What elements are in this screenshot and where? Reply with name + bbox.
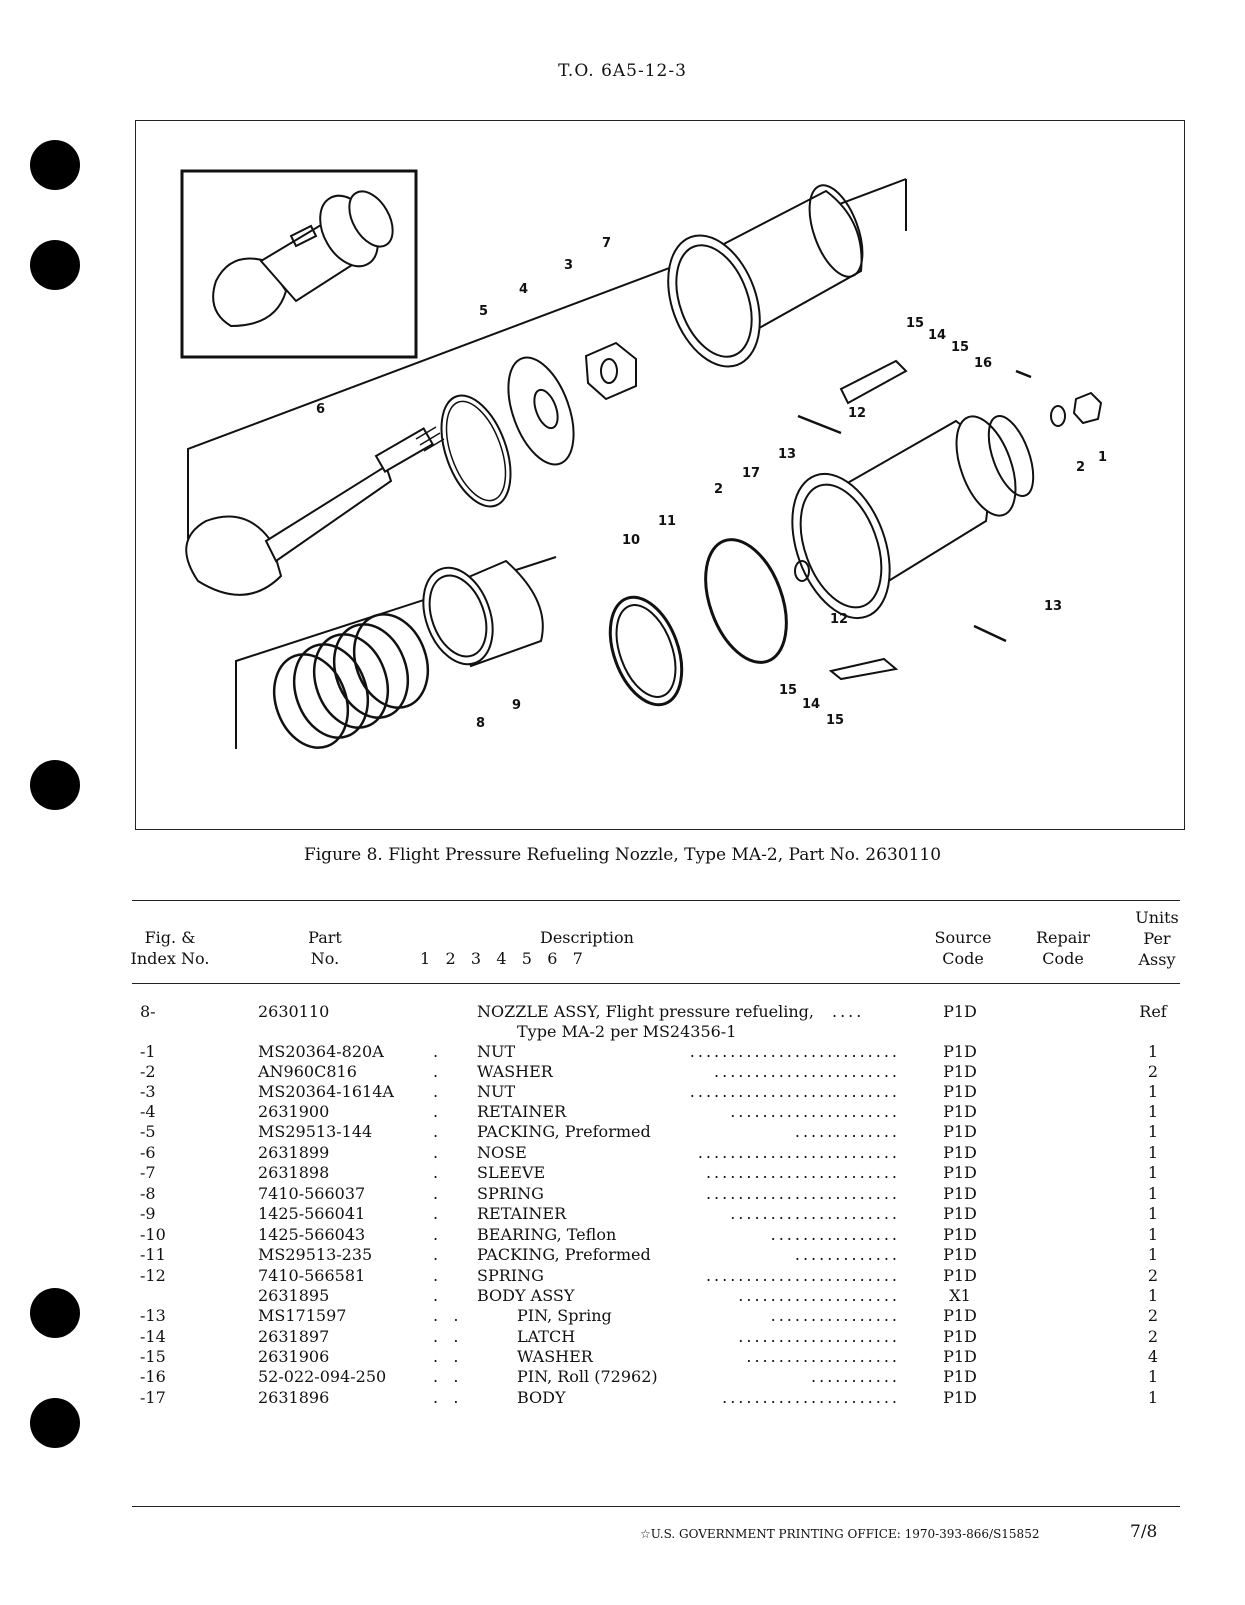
table-row xyxy=(0,1022,1245,1042)
part-number-cell: 1425-566041 xyxy=(258,1204,366,1223)
source-code-cell: P1D xyxy=(943,1102,977,1121)
callout-label: 3 xyxy=(564,258,574,273)
exploded-view-drawing xyxy=(136,121,1184,829)
part-washer xyxy=(1051,406,1065,426)
page-number: 7/8 xyxy=(1130,1522,1158,1542)
header-text: Part xyxy=(308,928,342,947)
units-per-assy-cell: 1 xyxy=(1147,1225,1159,1244)
part-number-cell: 2631898 xyxy=(258,1163,330,1182)
dot-leader: ........................ xyxy=(705,1163,900,1182)
part-pin-roll xyxy=(1016,371,1031,377)
source-code-cell: P1D xyxy=(943,1163,977,1182)
source-code-cell: P1D xyxy=(943,1367,977,1386)
indent-dots: . . xyxy=(433,1327,459,1346)
indent-dots: . . xyxy=(433,1388,459,1407)
part-nut-large xyxy=(586,343,636,399)
fig-index-cell: -3 xyxy=(140,1082,156,1101)
header-text: Assy xyxy=(1138,950,1176,969)
part-number-cell: 2630110 xyxy=(258,1002,330,1021)
header-text: 1 2 3 4 5 6 7 xyxy=(420,949,583,968)
callout-label: 5 xyxy=(479,304,489,319)
callout-label: 2 xyxy=(714,482,724,497)
units-per-assy-cell: 1 xyxy=(1147,1184,1159,1203)
part-number-cell: 2631899 xyxy=(258,1143,330,1162)
source-code-cell: P1D xyxy=(943,1204,977,1223)
fig-index-cell: -14 xyxy=(140,1327,166,1346)
units-per-assy-cell: Ref xyxy=(1139,1002,1167,1021)
dot-leader: ................ xyxy=(770,1225,900,1244)
units-per-assy-cell: 1 xyxy=(1147,1143,1159,1162)
callout-label: 17 xyxy=(742,466,761,481)
header-text: Fig. & xyxy=(144,928,196,947)
source-code-cell: P1D xyxy=(943,1042,977,1061)
binder-hole xyxy=(30,140,80,190)
units-per-assy-cell: 1 xyxy=(1147,1367,1159,1386)
callout-label: 15 xyxy=(779,683,798,698)
indent-dots: . xyxy=(433,1204,439,1223)
units-per-assy-cell: 1 xyxy=(1147,1102,1159,1121)
table-row xyxy=(0,1184,1245,1204)
part-number-cell: MS20364-820A xyxy=(258,1042,384,1061)
callout-label: 12 xyxy=(848,406,867,421)
part-number-cell: 2631895 xyxy=(258,1286,330,1305)
part-number-cell: 1425-566043 xyxy=(258,1225,366,1244)
column-header-part-no xyxy=(290,927,360,969)
source-code-cell: P1D xyxy=(943,1082,977,1101)
indent-dots: . xyxy=(433,1122,439,1141)
table-row xyxy=(0,1122,1245,1142)
source-code-cell: P1D xyxy=(943,1143,977,1162)
dot-leader: .... xyxy=(832,1002,865,1021)
fig-index-cell: -7 xyxy=(140,1163,156,1182)
table-row xyxy=(0,1042,1245,1062)
header-text: No. xyxy=(310,949,340,968)
header-text: Units xyxy=(1135,908,1179,927)
indent-dots: . xyxy=(433,1102,439,1121)
header-text: Source xyxy=(934,928,992,947)
units-per-assy-cell: 1 xyxy=(1147,1245,1159,1264)
dot-leader: ............. xyxy=(794,1245,900,1264)
units-per-assy-cell: 1 xyxy=(1147,1204,1159,1223)
part-number-cell: 7410-566037 xyxy=(258,1184,366,1203)
indent-dots: . . xyxy=(433,1347,459,1366)
fig-index-cell: -5 xyxy=(140,1122,156,1141)
callout-label: 2 xyxy=(1076,460,1086,475)
table-row xyxy=(0,1286,1245,1306)
dot-leader: .......................... xyxy=(689,1082,900,1101)
description-cell: BEARING, Teflon xyxy=(477,1225,617,1244)
table-row xyxy=(0,1204,1245,1224)
source-code-cell: P1D xyxy=(943,1327,977,1346)
column-header-description xyxy=(420,927,750,969)
dot-leader: .......................... xyxy=(689,1042,900,1061)
dot-leader: ........................ xyxy=(705,1184,900,1203)
description-cell: WASHER xyxy=(517,1347,593,1366)
part-sleeve xyxy=(651,178,873,379)
dot-leader: .................... xyxy=(738,1327,900,1346)
description-cell: LATCH xyxy=(517,1327,576,1346)
units-per-assy-cell: 1 xyxy=(1147,1163,1159,1182)
part-body xyxy=(774,409,1042,632)
callout-label: 6 xyxy=(316,402,326,417)
fig-index-cell: -11 xyxy=(140,1245,166,1264)
fig-index-cell: -2 xyxy=(140,1062,156,1081)
indent-dots: . xyxy=(433,1184,439,1203)
units-per-assy-cell: 1 xyxy=(1147,1286,1159,1305)
indent-dots: . . xyxy=(433,1306,459,1325)
description-cell: PACKING, Preformed xyxy=(477,1245,651,1264)
part-latch-lower xyxy=(831,659,896,679)
callout-label: 14 xyxy=(928,328,947,343)
part-bearing-teflon xyxy=(597,587,695,714)
table-row xyxy=(0,1367,1245,1387)
units-per-assy-cell: 1 xyxy=(1147,1122,1159,1141)
dot-leader: ............. xyxy=(794,1122,900,1141)
fig-index-cell: -15 xyxy=(140,1347,166,1366)
callout-label: 15 xyxy=(906,316,925,331)
source-code-cell: P1D xyxy=(943,1225,977,1244)
dot-leader: ................... xyxy=(746,1347,900,1366)
part-number-cell: 2631896 xyxy=(258,1388,330,1407)
callout-label: 4 xyxy=(519,282,529,297)
dot-leader: .................... xyxy=(738,1286,900,1305)
header-text: Code xyxy=(1042,949,1084,968)
fig-index-cell: -8 xyxy=(140,1184,156,1203)
fig-index-cell: -10 xyxy=(140,1225,166,1244)
callout-label: 9 xyxy=(512,698,522,713)
callout-label: 8 xyxy=(476,716,486,731)
description-cell: BODY ASSY xyxy=(477,1286,575,1305)
indent-dots: . xyxy=(433,1163,439,1182)
callout-label: 15 xyxy=(826,713,845,728)
part-number-cell: MS20364-1614A xyxy=(258,1082,394,1101)
dot-leader: ..................... xyxy=(730,1204,900,1223)
description-cell: RETAINER xyxy=(477,1204,567,1223)
callout-label: 7 xyxy=(602,236,612,251)
part-packing-large xyxy=(690,529,801,674)
part-number-cell: MS171597 xyxy=(258,1306,347,1325)
callout-label: 16 xyxy=(974,356,993,371)
column-header-source-code xyxy=(928,927,998,969)
units-per-assy-cell: 2 xyxy=(1147,1306,1159,1325)
table-row xyxy=(0,1082,1245,1102)
description-cell: NUT xyxy=(477,1042,516,1061)
part-number-cell: 2631900 xyxy=(258,1102,330,1121)
binder-hole xyxy=(30,760,80,810)
description-cell: PIN, Spring xyxy=(517,1306,612,1325)
indent-dots: . xyxy=(433,1062,439,1081)
part-number-cell: 2631897 xyxy=(258,1327,330,1346)
fig-index-cell: -4 xyxy=(140,1102,156,1121)
source-code-cell: P1D xyxy=(943,1184,977,1203)
table-row xyxy=(0,1388,1245,1408)
table-bottom-rule xyxy=(132,1506,1180,1507)
header-text: Repair xyxy=(1035,928,1091,947)
description-cell: PIN, Roll (72962) xyxy=(517,1367,658,1386)
table-row xyxy=(0,1327,1245,1347)
part-retainer-cup xyxy=(411,558,543,674)
fig-index-cell: -1 xyxy=(140,1042,156,1061)
units-per-assy-cell: 2 xyxy=(1147,1327,1159,1346)
table-row xyxy=(0,1143,1245,1163)
callout-label: 13 xyxy=(1044,599,1063,614)
dot-leader: ..................... xyxy=(730,1102,900,1121)
indent-dots: . xyxy=(433,1082,439,1101)
part-number-cell: 2631906 xyxy=(258,1347,330,1366)
part-number-cell: MS29513-144 xyxy=(258,1122,373,1141)
source-code-cell: P1D xyxy=(943,1122,977,1141)
fig-index-cell: -12 xyxy=(140,1266,166,1285)
indent-dots: . xyxy=(433,1042,439,1061)
description-cell: NUT xyxy=(477,1082,516,1101)
table-row xyxy=(0,1002,1245,1022)
header-text: Description xyxy=(540,928,634,947)
callout-label: 11 xyxy=(658,514,677,529)
description-cell: Type MA-2 per MS24356-1 xyxy=(517,1022,737,1041)
fig-index-cell: 8- xyxy=(140,1002,156,1021)
dot-leader: ....................... xyxy=(714,1062,900,1081)
indent-dots: . xyxy=(433,1143,439,1162)
column-header-fig-index xyxy=(130,927,210,969)
part-latch-upper xyxy=(841,361,906,403)
units-per-assy-cell: 1 xyxy=(1147,1388,1159,1407)
part-number-cell: MS29513-235 xyxy=(258,1245,373,1264)
part-spring xyxy=(262,604,441,758)
table-header-rule xyxy=(132,983,1180,984)
fig-index-cell: -16 xyxy=(140,1367,166,1386)
part-pin-spring xyxy=(798,416,841,433)
fig-index-cell: -9 xyxy=(140,1204,156,1223)
exploded-view-figure xyxy=(135,120,1185,830)
callout-label: 15 xyxy=(951,340,970,355)
part-number-cell: 7410-566581 xyxy=(258,1266,366,1285)
table-row xyxy=(0,1225,1245,1245)
source-code-cell: P1D xyxy=(943,1245,977,1264)
units-per-assy-cell: 1 xyxy=(1147,1042,1159,1061)
source-code-cell: X1 xyxy=(949,1286,971,1305)
header-text: Per xyxy=(1143,929,1171,948)
part-number-cell: 52-022-094-250 xyxy=(258,1367,387,1386)
dot-leader: ................ xyxy=(770,1306,900,1325)
column-header-repair-code xyxy=(1028,927,1098,969)
document-number: T.O. 6A5-12-3 xyxy=(558,61,687,81)
column-header-units-per-assy xyxy=(1122,907,1192,970)
table-row xyxy=(0,1163,1245,1183)
description-cell: NOZZLE ASSY, Flight pressure refueling, xyxy=(477,1002,814,1021)
callout-label: 13 xyxy=(778,447,797,462)
description-cell: NOSE xyxy=(477,1143,527,1162)
description-cell: SLEEVE xyxy=(477,1163,546,1182)
binder-hole xyxy=(30,240,80,290)
description-cell: WASHER xyxy=(477,1062,553,1081)
units-per-assy-cell: 1 xyxy=(1147,1082,1159,1101)
indent-dots: . xyxy=(433,1225,439,1244)
source-code-cell: P1D xyxy=(943,1062,977,1081)
table-row xyxy=(0,1347,1245,1367)
callout-label: 1 xyxy=(1098,450,1108,465)
fig-index-cell: -13 xyxy=(140,1306,166,1325)
dot-leader: ...................... xyxy=(722,1388,900,1407)
callout-label: 12 xyxy=(830,612,849,627)
description-cell: PACKING, Preformed xyxy=(477,1122,651,1141)
callout-label: 14 xyxy=(802,697,821,712)
units-per-assy-cell: 4 xyxy=(1147,1347,1159,1366)
units-per-assy-cell: 2 xyxy=(1147,1062,1159,1081)
indent-dots: . . xyxy=(433,1367,459,1386)
source-code-cell: P1D xyxy=(943,1266,977,1285)
table-row xyxy=(0,1062,1245,1082)
indent-dots: . xyxy=(433,1245,439,1264)
description-cell: SPRING xyxy=(477,1184,544,1203)
part-pin-spring xyxy=(974,626,1006,641)
description-cell: BODY xyxy=(517,1388,566,1407)
part-nose xyxy=(186,427,444,595)
source-code-cell: P1D xyxy=(943,1347,977,1366)
source-code-cell: P1D xyxy=(943,1306,977,1325)
source-code-cell: P1D xyxy=(943,1002,977,1021)
part-nut-small xyxy=(1074,393,1101,423)
table-row xyxy=(0,1102,1245,1122)
dot-leader: ......................... xyxy=(697,1143,900,1162)
dot-leader: ........... xyxy=(811,1367,900,1386)
part-number-cell: AN960C816 xyxy=(258,1062,357,1081)
figure-caption: Figure 8. Flight Pressure Refueling Nozzle, Type MA-2, Part No. 2630110 xyxy=(303,845,942,865)
assembled-nozzle-illustration xyxy=(213,184,401,326)
header-text: Code xyxy=(942,949,984,968)
description-cell: SPRING xyxy=(477,1266,544,1285)
header-text: Index No. xyxy=(130,949,210,968)
table-row xyxy=(0,1306,1245,1326)
indent-dots: . xyxy=(433,1266,439,1285)
fig-index-cell: -6 xyxy=(140,1143,156,1162)
table-top-rule xyxy=(132,900,1180,901)
description-cell: RETAINER xyxy=(477,1102,567,1121)
source-code-cell: P1D xyxy=(943,1388,977,1407)
table-row xyxy=(0,1245,1245,1265)
printing-office-note: ☆U.S. GOVERNMENT PRINTING OFFICE: 1970-393-866/S15852 xyxy=(640,1527,1040,1541)
callout-label: 10 xyxy=(622,533,641,548)
units-per-assy-cell: 2 xyxy=(1147,1266,1159,1285)
indent-dots: . xyxy=(433,1286,439,1305)
dot-leader: ........................ xyxy=(705,1266,900,1285)
fig-index-cell: -17 xyxy=(140,1388,166,1407)
table-row xyxy=(0,1266,1245,1286)
